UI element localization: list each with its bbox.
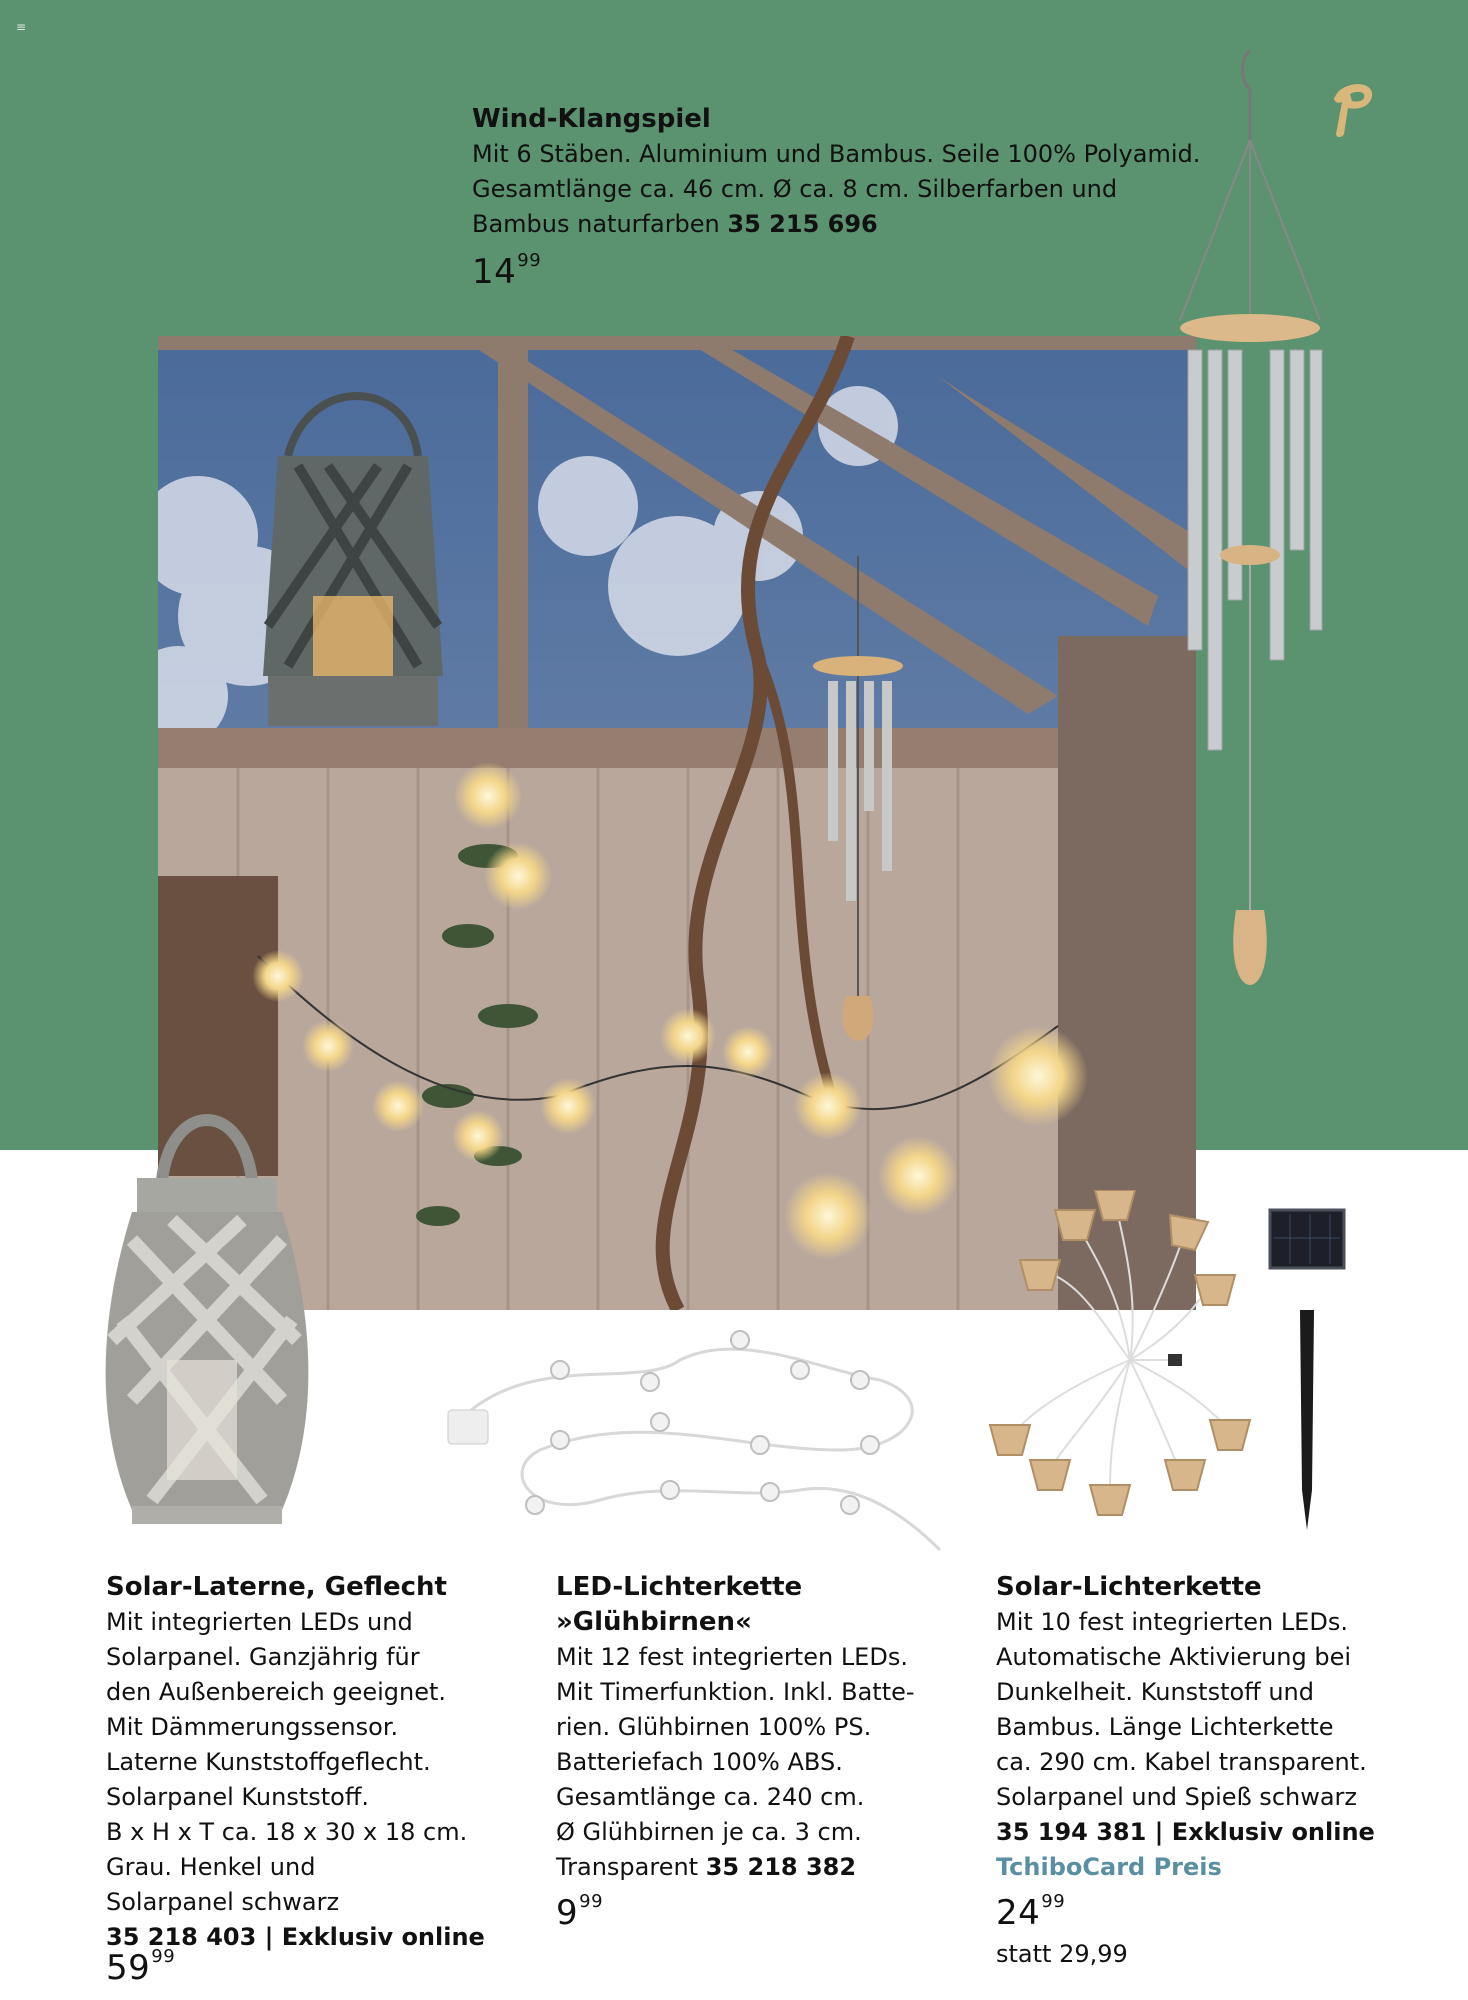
solar-chain-line: Dunkelheit. Kunststoff und xyxy=(996,1678,1314,1706)
led-string-line: Mit 12 fest integrierten LEDs. xyxy=(556,1643,908,1671)
solar-chain-line: Automatische Aktivierung bei xyxy=(996,1643,1352,1671)
wind-chime-line: Mit 6 Stäben. Aluminium und Bambus. Seile 100% Polyamid. xyxy=(472,140,1201,168)
price-cents: 99 xyxy=(517,250,542,271)
led-string-title: LED-Lichterkette xyxy=(556,1572,803,1602)
solar-chain-line: Solarpanel und Spieß schwarz xyxy=(996,1783,1358,1811)
solar-chain-title: Solar-Lichterkette xyxy=(996,1572,1262,1602)
led-string-description xyxy=(556,1570,915,1885)
led-string-line: Gesamtlänge ca. 240 cm. xyxy=(556,1783,865,1811)
solar-chain-price xyxy=(996,1893,1065,1933)
led-string-article-number: 35 218 382 xyxy=(705,1853,857,1881)
solar-lantern-article-number: 35 218 403 | Exklusiv online xyxy=(106,1923,485,1951)
solar-chain-line: Bambus. Länge Lichterkette xyxy=(996,1713,1334,1741)
solar-lantern-price xyxy=(106,1948,175,1988)
wind-chime-description xyxy=(472,102,1200,242)
led-string-line: Transparent xyxy=(556,1853,699,1881)
solar-chain-line: Mit 10 fest integrierten LEDs. xyxy=(996,1608,1348,1636)
led-string-title-2: »Glühbirnen« xyxy=(556,1607,752,1637)
price-cents: 99 xyxy=(151,1946,176,1967)
price-main: 9 xyxy=(556,1893,579,1933)
wind-chime-title: Wind-Klangspiel xyxy=(472,104,711,134)
solar-chain-product-image xyxy=(980,1190,1360,1550)
solar-lantern-line: Grau. Henkel und xyxy=(106,1853,316,1881)
led-string-line: Mit Timerfunktion. Inkl. Batte- xyxy=(556,1678,915,1706)
price-main: 59 xyxy=(106,1948,151,1988)
led-string-line: rien. Glühbirnen 100% PS. xyxy=(556,1713,872,1741)
solar-lantern-line: den Außenbereich geeignet. xyxy=(106,1678,447,1706)
wind-chime-price xyxy=(472,252,541,292)
price-main: 24 xyxy=(996,1893,1041,1933)
tchibocard-price-label: TchiboCard Preis xyxy=(996,1853,1222,1881)
price-cents: 99 xyxy=(579,1891,604,1912)
led-string-price xyxy=(556,1893,603,1933)
solar-lantern-line: Mit integrierten LEDs und xyxy=(106,1608,413,1636)
wind-chime-product-image xyxy=(1170,50,1330,1010)
led-string-line: Batteriefach 100% ABS. xyxy=(556,1748,843,1776)
led-string-product-image xyxy=(440,1330,950,1560)
solar-chain-description xyxy=(996,1570,1375,1885)
solar-lantern-product-image xyxy=(92,1100,312,1530)
tchibo-logo-icon xyxy=(1328,78,1378,140)
price-main: 14 xyxy=(472,252,517,292)
solar-chain-line: ca. 290 cm. Kabel transparent. xyxy=(996,1748,1367,1776)
menu-icon[interactable]: ≡ xyxy=(16,20,27,34)
wind-chime-line: Bambus naturfarben xyxy=(472,210,720,238)
solar-chain-article-number: 35 194 381 | Exklusiv online xyxy=(996,1818,1375,1846)
solar-chain-old-price: statt 29,99 xyxy=(996,1940,1128,1968)
price-cents: 99 xyxy=(1041,1891,1066,1912)
solar-lantern-line: Mit Dämmerungssensor. xyxy=(106,1713,399,1741)
solar-lantern-description xyxy=(106,1570,485,1955)
solar-lantern-line: Solarpanel schwarz xyxy=(106,1888,340,1916)
solar-lantern-line: B x H x T ca. 18 x 30 x 18 cm. xyxy=(106,1818,468,1846)
wind-chime-line: Gesamtlänge ca. 46 cm. Ø ca. 8 cm. Silberfarben und xyxy=(472,175,1118,203)
solar-lantern-line: Solarpanel. Ganzjährig für xyxy=(106,1643,420,1671)
greenhouse-scene-photo xyxy=(158,336,1196,1310)
wind-chime-article-number: 35 215 696 xyxy=(727,210,878,238)
solar-lantern-line: Laterne Kunststoffgeflecht. xyxy=(106,1748,431,1776)
solar-lantern-line: Solarpanel Kunststoff. xyxy=(106,1783,370,1811)
led-string-line: Ø Glühbirnen je ca. 3 cm. xyxy=(556,1818,862,1846)
solar-lantern-title: Solar-Laterne, Geflecht xyxy=(106,1572,447,1602)
